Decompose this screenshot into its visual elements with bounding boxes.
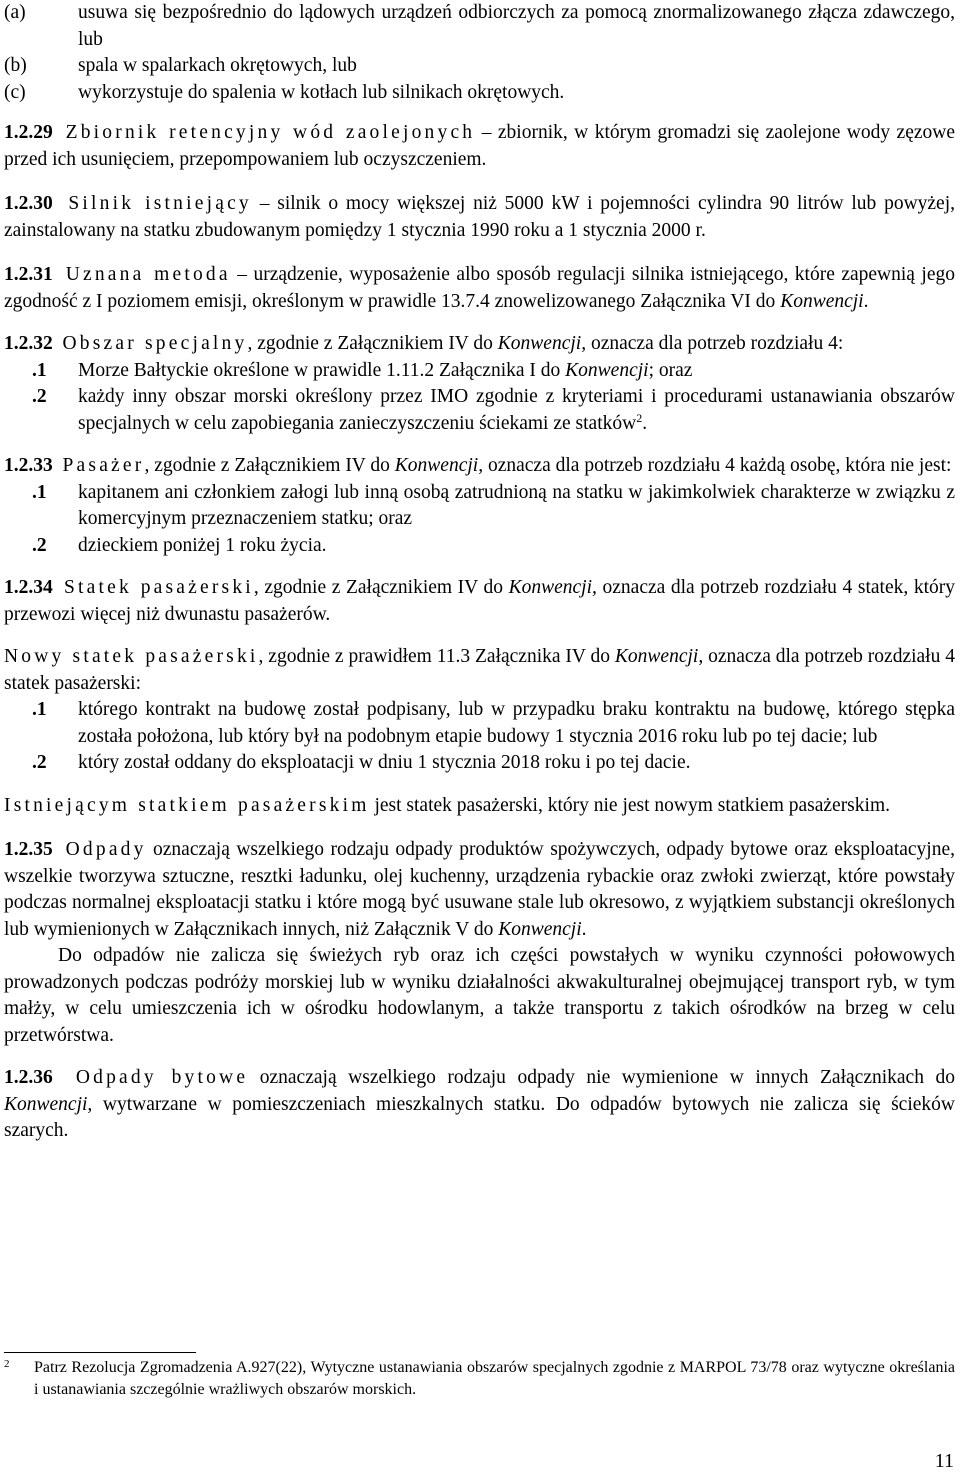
list-label: (a) bbox=[4, 2, 26, 23]
footnote-reference: 2 bbox=[636, 410, 643, 425]
footnote-mark: 2 bbox=[4, 1358, 10, 1370]
defined-term: Pasażer bbox=[62, 455, 145, 476]
list-label: .2 bbox=[32, 752, 47, 773]
defined-term: Uznana metoda bbox=[65, 264, 231, 285]
definition-text: oznaczają wszelkiego rodzaju odpady produktów spożywczych, odpady bytowe oraz eksploatacyjne, wszelkie tworzywa sztuczne, resztki ładunku, olej kuchenny, urządzenia rybackie oraz zwłoki zwierząt, które powstały podczas normalnej eksploatacji statku i które mogą być usuwane stale lub okresowo, z wyjątkiem substancji określonych lub wymienionych w Załącznikach innych, niż Załącznik V do bbox=[4, 839, 955, 940]
definition-text: oznaczają wszelkiego rodzaju odpady nie wymienione w innych Załącznikach do bbox=[248, 1067, 956, 1088]
section-number: 1.2.29 bbox=[4, 122, 53, 143]
defined-term: Nowy statek pasażerski bbox=[4, 646, 259, 667]
defined-term: Silnik istniejący bbox=[68, 193, 252, 214]
definition-text: oznacza dla potrzeb rozdziału 4: bbox=[586, 333, 844, 354]
page-number: 11 bbox=[934, 1450, 954, 1472]
section-number: 1.2.31 bbox=[4, 264, 53, 285]
definition-1-2-34 bbox=[4, 575, 955, 628]
footnote-separator bbox=[4, 1352, 196, 1353]
definition-text: , zgodnie z Załącznikiem IV do bbox=[253, 577, 509, 598]
italic-term: Konwencji, bbox=[497, 333, 587, 354]
list-text: . bbox=[642, 412, 648, 434]
list-label: .1 bbox=[32, 699, 47, 720]
list-item bbox=[4, 0, 955, 53]
definition-text: oznacza dla potrzeb rozdziału 4 statek, który przewozi więcej niż dwunastu pasażerów. bbox=[4, 577, 955, 625]
italic-term: Konwencji bbox=[780, 290, 864, 312]
defined-term: Istniejącym statkiem pasażerskim bbox=[4, 794, 370, 816]
footnote bbox=[4, 1357, 955, 1401]
defined-term: Zbiornik retencyjny wód zaolejonych bbox=[65, 122, 476, 143]
list-text: dzieckiem poniżej 1 roku życia. bbox=[78, 534, 327, 556]
list-item bbox=[4, 358, 955, 385]
list-label: .1 bbox=[32, 359, 47, 381]
definition-text: , zgodnie z prawidłem 11.3 Załącznika IV do bbox=[258, 646, 615, 667]
list-label: .2 bbox=[32, 534, 47, 556]
defined-term: Odpady bytowe bbox=[75, 1067, 249, 1088]
italic-term: Konwencji bbox=[565, 359, 649, 381]
section-number: 1.2.34 bbox=[4, 577, 53, 598]
section-number: 1.2.30 bbox=[4, 193, 53, 214]
definition-istniejacy-statek bbox=[4, 793, 955, 820]
definition-text: – silnik o mocy większej niż 5000 kW i pojemności cylindra 90 litrów lub powyżej, zainstalowany na statku zbudowanym pomiędzy 1 stycznia 1990 roku a 1 stycznia 2000 r. bbox=[4, 193, 956, 241]
document-body bbox=[4, 0, 955, 1145]
definition-1-2-33 bbox=[4, 453, 955, 480]
list-text: ; oraz bbox=[648, 359, 693, 381]
paragraph: Do odpadów nie zalicza się świeżych ryb oraz ich części powstałych w wyniku czynności połowowych prowadzonych podczas podróży morskiej lub w wyniku działalności akwakulturalnej obejmującej transport ryb, w tym małży, w celu umieszczenia ich w ośrodku hodowlanym, a także transportu z takich ośrodków na brzeg w celu przetwórstwa. bbox=[4, 945, 955, 1046]
definition-nowy-statek bbox=[4, 644, 955, 697]
list-item bbox=[4, 480, 955, 533]
list-text: wykorzystuje do spalenia w kotłach lub silnikach okrętowych. bbox=[78, 81, 565, 103]
italic-term: Konwencji, bbox=[508, 577, 597, 598]
list-item bbox=[4, 80, 955, 107]
section-number: 1.2.35 bbox=[4, 839, 53, 860]
list-text: którego kontrakt na budowę został podpisany, lub w przypadku braku kontraktu na budowę, którego stępka została położona, lub który był na podobnym etapie budowy 1 stycznia 2016 roku lub po tej dacie; lub bbox=[78, 699, 955, 747]
list-text: który został oddany do eksploatacji w dniu 1 stycznia 2018 roku i po tej dacie. bbox=[78, 752, 691, 773]
definition-text: , zgodnie z Załącznikiem IV do bbox=[247, 333, 498, 354]
definition-text: . bbox=[581, 918, 587, 940]
list-item bbox=[4, 53, 955, 80]
list-text: kapitanem ani członkiem załogi lub inną osobą zatrudnioną na statku w jakimkolwiek charakterze w związku z komercyjnym przeznaczeniem statku; oraz bbox=[78, 481, 955, 529]
defined-term: Obszar specjalny bbox=[62, 333, 248, 354]
list-text: usuwa się bezpośrednio do lądowych urządzeń odbiorczych za pomocą znormalizowanego złącza zdawczego, lub bbox=[78, 2, 955, 50]
section-number: 1.2.36 bbox=[4, 1067, 53, 1088]
italic-term: Konwencji bbox=[498, 918, 582, 940]
list-label: (b) bbox=[4, 55, 27, 76]
definition-1-2-31 bbox=[4, 262, 955, 315]
italic-term: Konwencji, bbox=[394, 455, 484, 476]
definition-1-2-35 bbox=[4, 837, 955, 943]
list-label: .1 bbox=[32, 481, 47, 503]
definition-1-2-30 bbox=[4, 191, 955, 244]
section-number: 1.2.33 bbox=[4, 455, 53, 476]
list-item bbox=[4, 750, 955, 777]
italic-term: Konwencji, bbox=[614, 646, 704, 667]
definition-text: oznacza dla potrzeb rozdziału 4 każdą osobę, która nie jest: bbox=[483, 455, 952, 476]
list-text: każdy inny obszar morski określony przez IMO zgodnie z kryteriami i procedurami ustanawiania obszarów specjalnych w celu zapobiegania zanieczyszczeniu ściekami ze statków bbox=[78, 386, 955, 434]
definition-1-2-29 bbox=[4, 120, 955, 173]
list-item bbox=[4, 384, 955, 437]
definition-text: – urządzenie, wyposażenie albo sposób regulacji silnika istniejącego, które zapewnią jego zgodność z I poziomem emisji, określonym w prawidle 13.7.4 znowelizowanego Załącznika VI do bbox=[4, 264, 956, 312]
definition-end: . bbox=[863, 290, 869, 312]
list-item bbox=[4, 697, 955, 750]
definition-text: jest statek pasażerski, który nie jest nowym statkiem pasażerskim. bbox=[369, 794, 890, 816]
definition-1-2-32 bbox=[4, 331, 955, 358]
footnote-text: Patrz Rezolucja Zgromadzenia A.927(22), Wytyczne ustanawiania obszarów specjalnych zgodnie z MARPOL 73/78 oraz wytyczne określania i ustanawiania szczególnie wrażliwych obszarów morskich. bbox=[34, 1359, 955, 1398]
definition-1-2-36 bbox=[4, 1065, 955, 1145]
section-number: 1.2.32 bbox=[4, 333, 53, 354]
list-text: spala w spalarkach okrętowych, lub bbox=[78, 55, 357, 76]
list-text: Morze Bałtyckie określone w prawidle 1.11.2 Załącznika I do bbox=[78, 359, 566, 381]
list-label: .2 bbox=[32, 386, 47, 407]
list-item bbox=[4, 533, 955, 560]
definition-text: oznacza dla potrzeb rozdziału 4 statek pasażerski: bbox=[4, 646, 955, 694]
defined-term: Statek pasażerski bbox=[63, 577, 254, 598]
italic-term: Konwencji, bbox=[4, 1093, 93, 1115]
defined-term: Odpady bbox=[65, 839, 147, 860]
definition-text: , zgodnie z Załącznikiem IV do bbox=[144, 455, 395, 476]
definition-text: – zbiornik, w którym gromadzi się zaolejone wody zęzowe przed ich usunięciem, przepompowaniem lub oczyszczeniem. bbox=[4, 122, 956, 170]
list-label: (c) bbox=[4, 81, 26, 103]
definition-text: wytwarzane w pomieszczeniach mieszkalnych statku. Do odpadów bytowych nie zalicza się ścieków szarych. bbox=[4, 1093, 955, 1141]
